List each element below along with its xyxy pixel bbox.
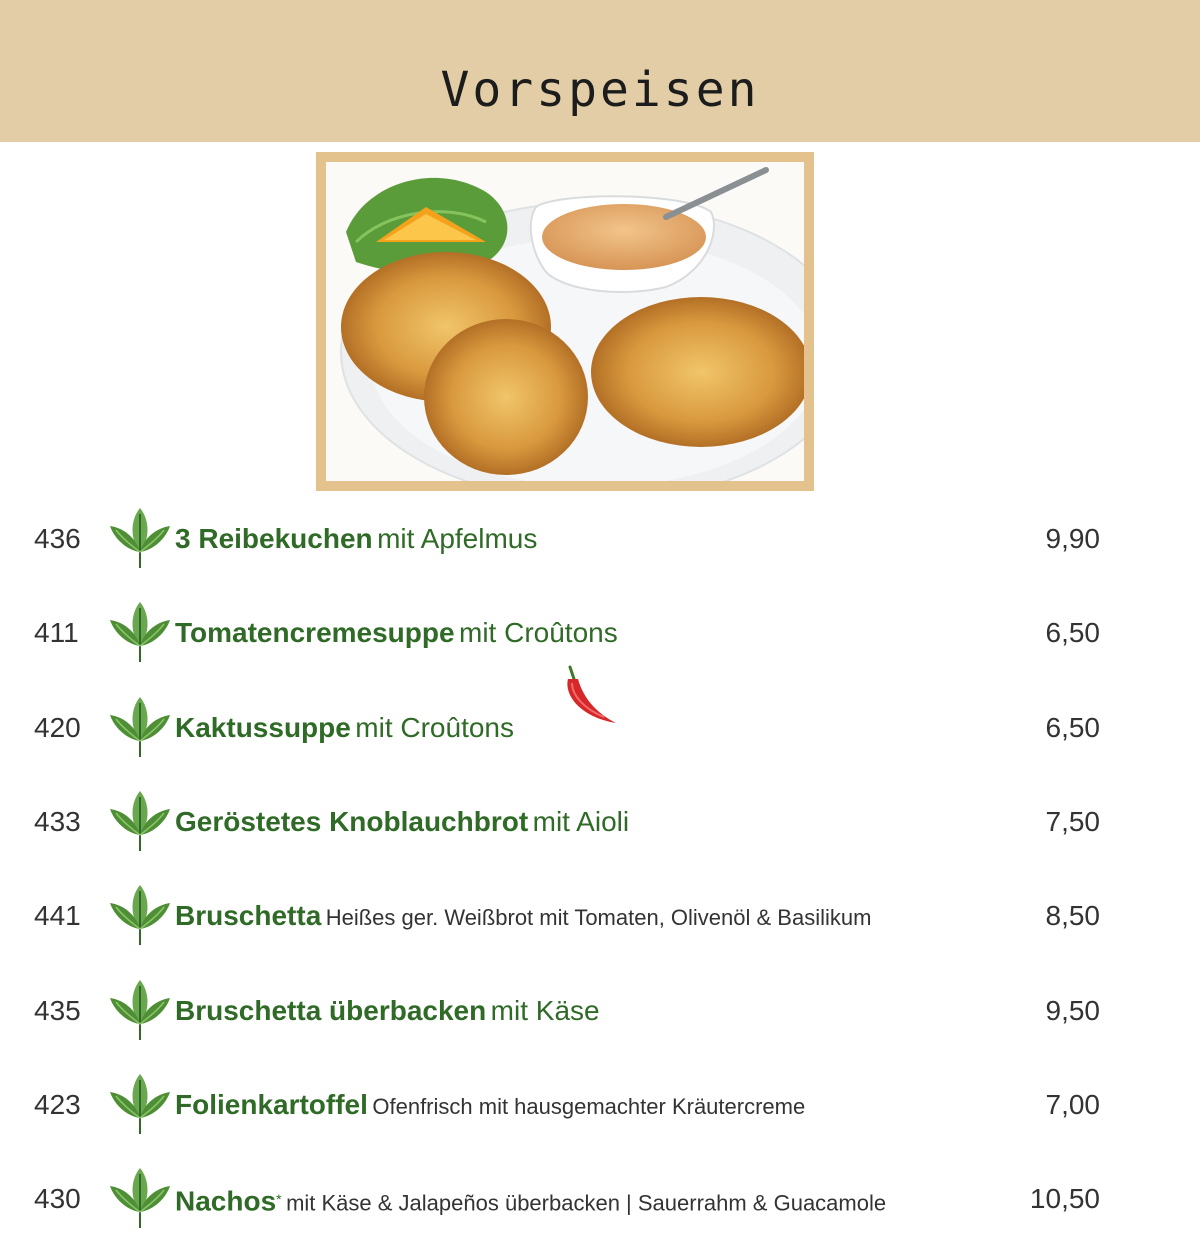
menu-item xyxy=(0,600,1200,670)
item-name-footnote: * xyxy=(276,1191,282,1207)
item-name: Folienkartoffel xyxy=(175,1089,368,1120)
item-price: 6,50 xyxy=(1045,712,1100,743)
item-number: 411 xyxy=(34,617,79,648)
chili-icon xyxy=(560,665,622,729)
item-number: 436 xyxy=(34,523,81,554)
item-name: 3 Reibekuchen xyxy=(175,523,373,554)
item-number: 441 xyxy=(34,900,81,931)
food-photo xyxy=(316,152,814,491)
page-header xyxy=(0,0,1200,142)
item-price: 9,90 xyxy=(1045,523,1100,554)
leaf-icon xyxy=(108,789,172,853)
menu-item xyxy=(0,978,1200,1048)
leaf-icon xyxy=(108,506,172,570)
item-number: 420 xyxy=(34,712,81,743)
leaf-icon xyxy=(108,695,172,759)
item-description: mit Aioli xyxy=(532,806,630,837)
item-description: Ofenfrisch mit hausgemachter Kräutercreme xyxy=(372,1094,806,1119)
item-text xyxy=(175,899,871,938)
item-description: mit Käse xyxy=(490,995,600,1026)
item-price: 9,50 xyxy=(1045,995,1100,1026)
page-title: Vorspeisen xyxy=(440,62,760,118)
item-description: mit Croûtons xyxy=(459,617,618,648)
item-price: 7,50 xyxy=(1045,806,1100,837)
item-text xyxy=(175,994,600,1033)
leaf-icon xyxy=(108,1072,172,1136)
item-name: Bruschetta überbacken xyxy=(175,995,487,1026)
item-number: 433 xyxy=(34,806,81,837)
item-price: 7,00 xyxy=(1045,1089,1100,1120)
item-number: 435 xyxy=(34,995,81,1026)
menu-item xyxy=(0,506,1200,576)
item-name: Tomatencremesuppe xyxy=(175,617,455,648)
menu-item xyxy=(0,789,1200,859)
item-name: Bruschetta xyxy=(175,900,322,931)
item-name: Geröstetes Knoblauchbrot xyxy=(175,806,529,837)
item-description: Heißes ger. Weißbrot mit Tomaten, Olivenöl & Basilikum xyxy=(325,905,872,930)
menu-item xyxy=(0,1166,1200,1236)
leaf-icon xyxy=(108,978,172,1042)
item-description: mit Käse & Jalapeños überbacken | Sauerrahm & Guacamole xyxy=(286,1190,887,1216)
item-name: Nachos xyxy=(175,1185,277,1217)
item-text xyxy=(175,1088,805,1127)
item-price: 10,50 xyxy=(1029,1183,1100,1214)
item-number: 423 xyxy=(34,1089,81,1120)
item-text xyxy=(175,616,618,655)
menu-item xyxy=(0,695,1200,765)
item-text xyxy=(175,1182,886,1223)
item-text xyxy=(175,522,537,561)
leaf-icon xyxy=(108,600,172,664)
item-description: mit Croûtons xyxy=(355,712,514,743)
item-text xyxy=(175,711,514,750)
item-name: Kaktussuppe xyxy=(175,712,351,743)
item-price: 6,50 xyxy=(1045,617,1100,648)
leaf-icon xyxy=(108,1166,172,1230)
item-price: 8,50 xyxy=(1045,900,1100,931)
leaf-icon xyxy=(108,883,172,947)
item-text xyxy=(175,805,629,844)
item-number: 430 xyxy=(34,1183,81,1214)
menu-item xyxy=(0,1072,1200,1142)
item-description: mit Apfelmus xyxy=(377,523,538,554)
menu-item xyxy=(0,883,1200,953)
